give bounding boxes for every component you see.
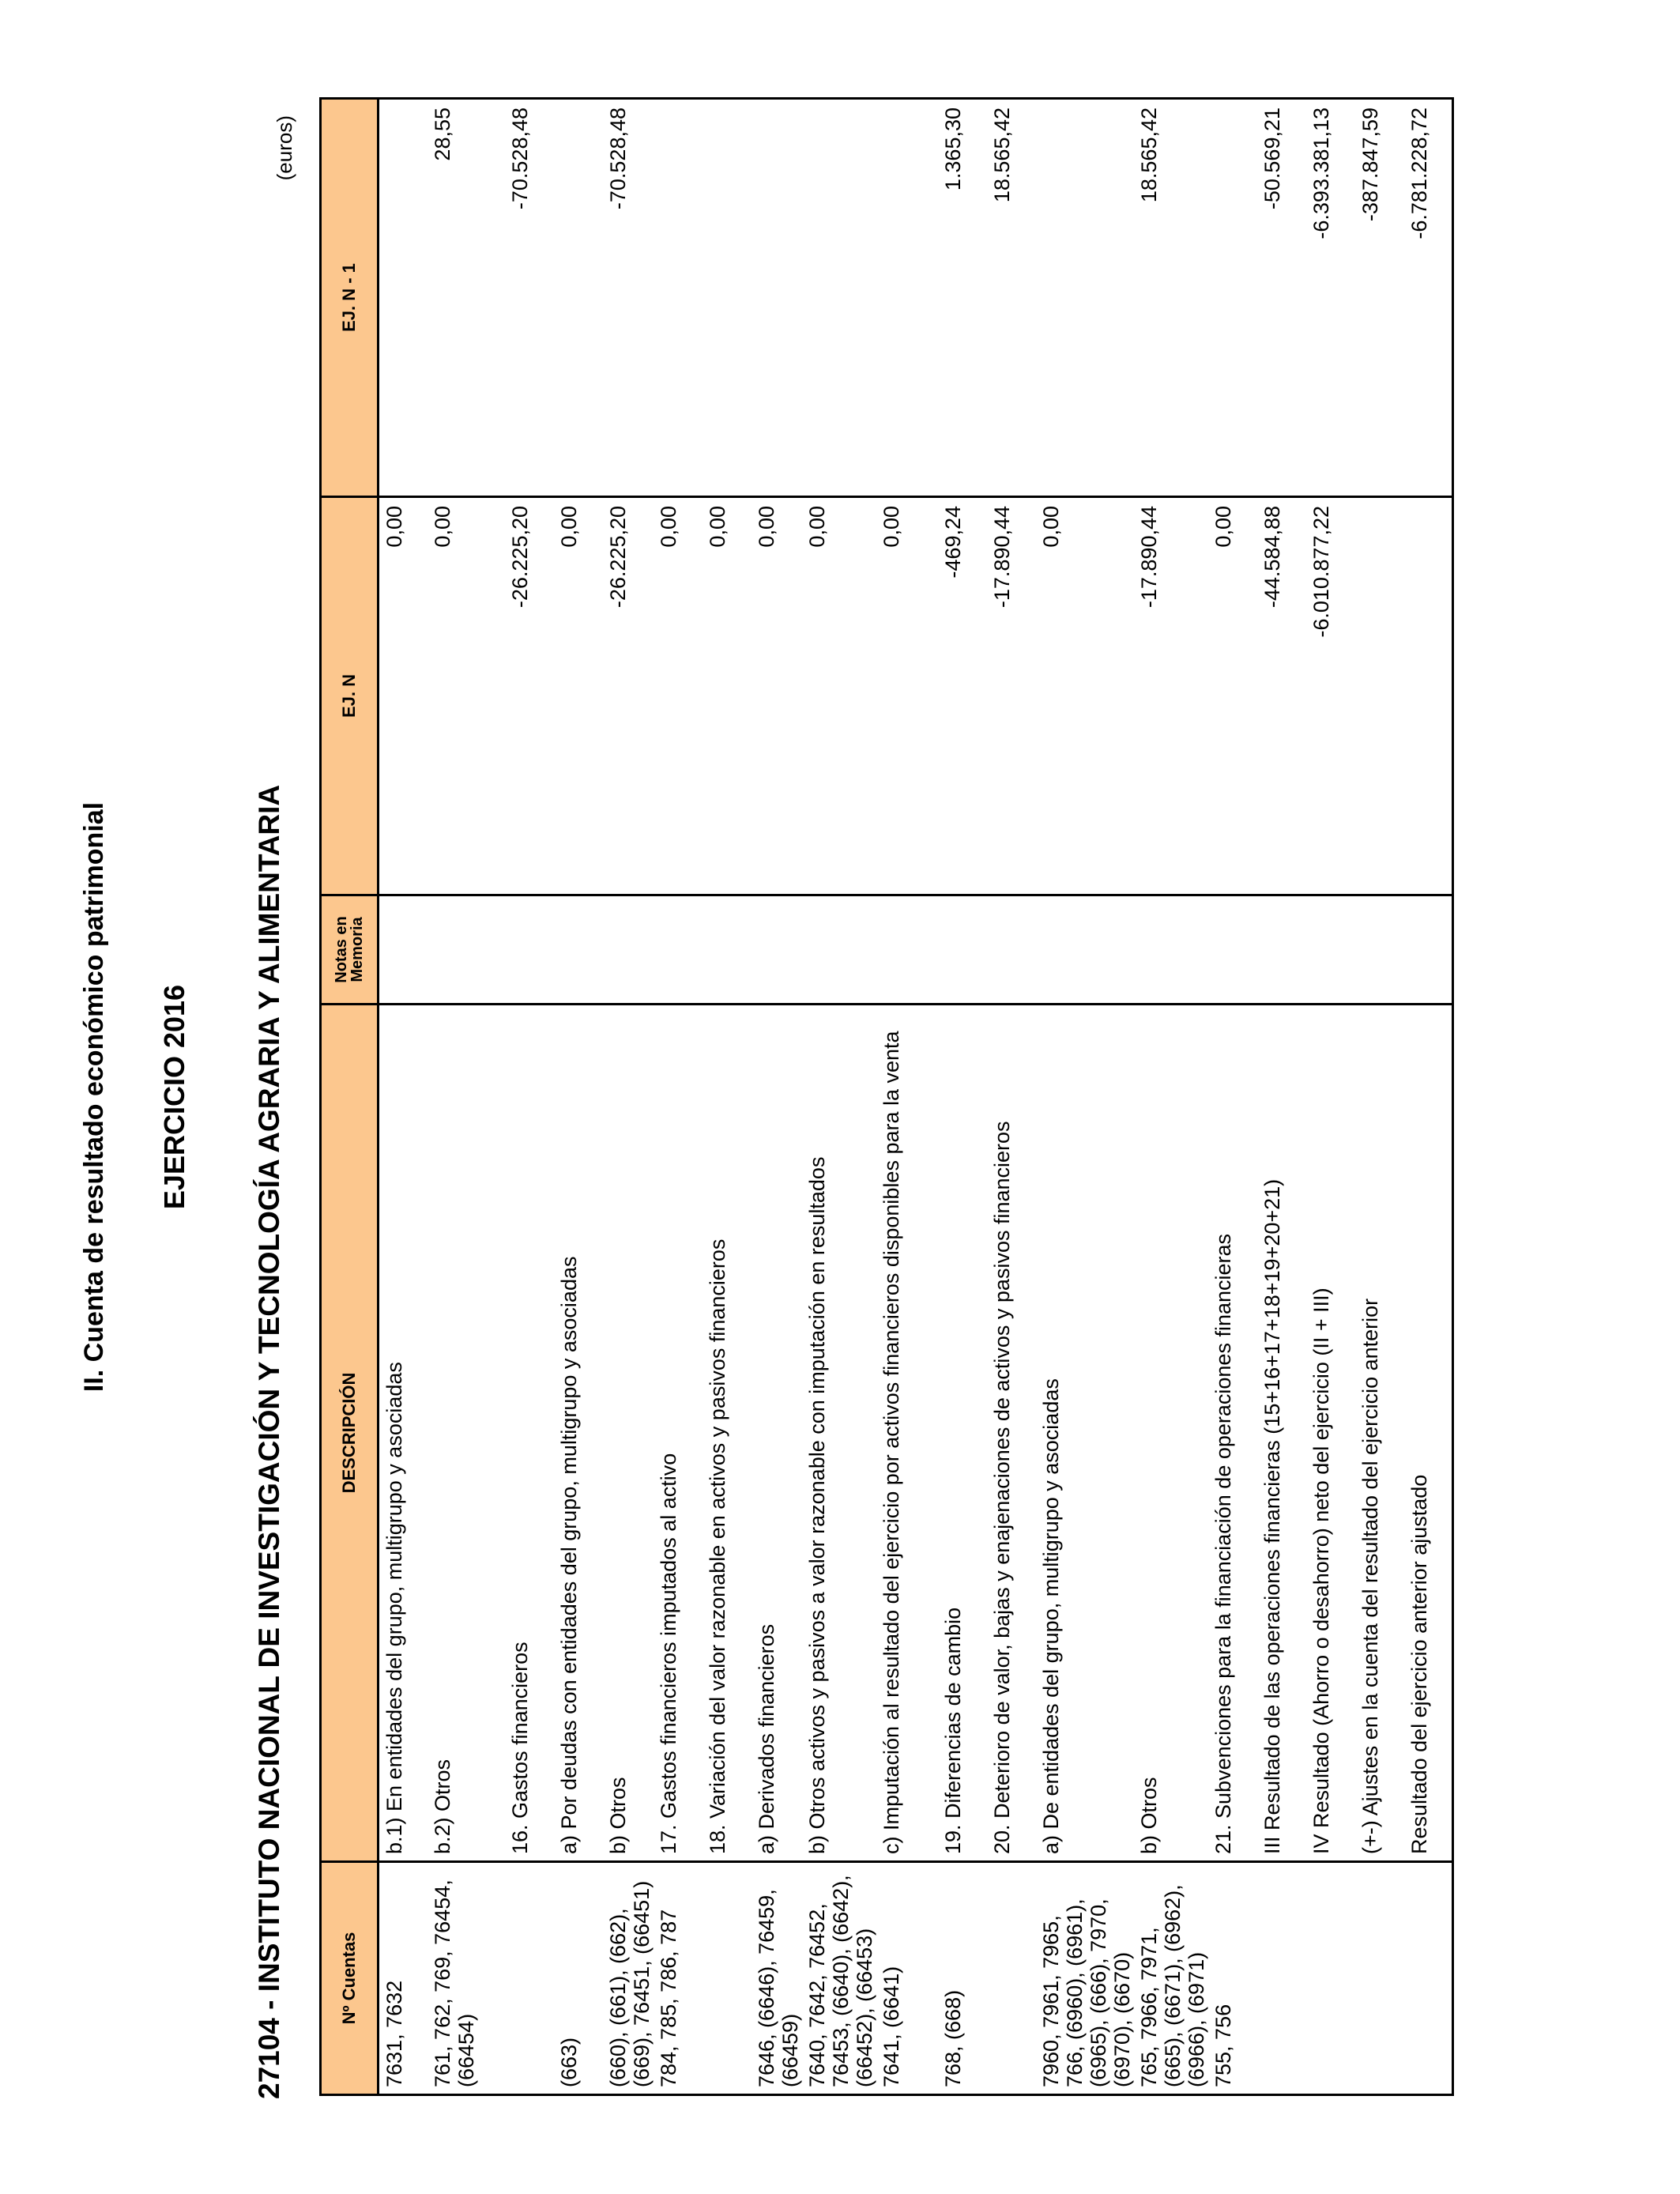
cell-ej-n1: -387.847,59: [1355, 99, 1404, 497]
column-header-notes: Notas en Memoria: [321, 895, 379, 1005]
cell-ej-n1: [802, 99, 876, 497]
entity-heading: 27104 - INSTITUTO NACIONAL DE INVESTIGACIÓN Y TECNOLOGÍA AGRARIA Y ALIMENTARIA: [253, 784, 285, 2099]
cell-ej-n1: [703, 99, 751, 497]
cell-ej-n1: [654, 99, 703, 497]
cell-notes: [1257, 895, 1306, 1005]
cell-accounts: (663): [554, 1862, 603, 2095]
table-row: [603, 99, 654, 2095]
table-row: [1208, 99, 1257, 2095]
cell-accounts: 7640, 7642, 76452, 76453, (6640), (6642), (66452), (66453): [802, 1862, 876, 2095]
table-row: [1134, 99, 1208, 2095]
cell-ej-n1: -50.569,21: [1257, 99, 1306, 497]
table-row: [987, 99, 1036, 2095]
cell-notes: [1036, 895, 1134, 1005]
cell-notes: [876, 895, 938, 1005]
cell-ej-n: 0,00: [554, 497, 603, 895]
cell-ej-n1: -70.528,48: [505, 99, 554, 497]
document-title: II. Cuenta de resultado económico patrimonial: [79, 801, 109, 1393]
table-row: [1257, 99, 1306, 2095]
cell-ej-n: -17.890,44: [1134, 497, 1208, 895]
table-header-row: [321, 99, 379, 2095]
table-row: [1404, 99, 1453, 2095]
cell-accounts: (660), (661), (662), (669), 76451, (66451): [603, 1862, 654, 2095]
cell-description: 17. Gastos financieros imputados al activo: [654, 1005, 703, 1862]
cell-notes: [938, 895, 987, 1005]
table-row: [938, 99, 987, 2095]
cell-description: c) Imputación al resultado del ejercicio por activos financieros disponibles para la venta: [876, 1005, 938, 1862]
cell-ej-n1: 18.565,42: [987, 99, 1036, 497]
cell-ej-n1: -70.528,48: [603, 99, 654, 497]
cell-ej-n: 0,00: [654, 497, 703, 895]
cell-description: III Resultado de las operaciones financieras (15+16+17+18+19+20+21): [1257, 1005, 1306, 1862]
cell-ej-n1: [554, 99, 603, 497]
cell-ej-n1: -6.781.228,72: [1404, 99, 1453, 497]
income-statement-table: [319, 97, 1454, 2096]
cell-ej-n: 0,00: [379, 497, 428, 895]
cell-accounts: 7641, (6641): [876, 1862, 938, 2095]
cell-ej-n: -6.010.877,22: [1306, 497, 1355, 895]
cell-ej-n1: [379, 99, 428, 497]
cell-accounts: 784, 785, 786, 787: [654, 1862, 703, 2095]
currency-units: (euros): [273, 115, 296, 181]
table-row: [379, 99, 428, 2095]
cell-notes: [554, 895, 603, 1005]
cell-notes: [654, 895, 703, 1005]
cell-notes: [751, 895, 802, 1005]
cell-description: 18. Variación del valor razonable en activos y pasivos financieros: [703, 1005, 751, 1862]
column-header-description: DESCRIPCIÓN: [321, 1005, 379, 1862]
cell-description: 21. Subvenciones para la financiación de operaciones financieras: [1208, 1005, 1257, 1862]
cell-ej-n: -26.225,20: [603, 497, 654, 895]
cell-ej-n1: 1.365,30: [938, 99, 987, 497]
table-body: [379, 99, 1453, 2095]
cell-accounts: 7646, (6646), 76459, (66459): [751, 1862, 802, 2095]
cell-description: 20. Deterioro de valor, bajas y enajenaciones de activos y pasivos financieros: [987, 1005, 1036, 1862]
cell-notes: [1208, 895, 1257, 1005]
cell-description: 16. Gastos financieros: [505, 1005, 554, 1862]
cell-accounts: [1355, 1862, 1404, 2095]
cell-description: b) Otros activos y pasivos a valor razonable con imputación en resultados: [802, 1005, 876, 1862]
column-header-accounts: Nº Cuentas: [321, 1862, 379, 2095]
table-row: [876, 99, 938, 2095]
cell-description: a) Derivados financieros: [751, 1005, 802, 1862]
table-row: [1036, 99, 1134, 2095]
cell-notes: [379, 895, 428, 1005]
cell-notes: [987, 895, 1036, 1005]
cell-description: a) Por deudas con entidades del grupo, multigrupo y asociadas: [554, 1005, 603, 1862]
cell-ej-n: [1355, 497, 1404, 895]
cell-ej-n: 0,00: [802, 497, 876, 895]
cell-notes: [1355, 895, 1404, 1005]
cell-ej-n: 0,00: [1036, 497, 1134, 895]
cell-ej-n: [1404, 497, 1453, 895]
column-header-ej-n1: EJ. N - 1: [321, 99, 379, 497]
cell-accounts: [505, 1862, 554, 2095]
cell-notes: [1404, 895, 1453, 1005]
cell-description: 19. Diferencias de cambio: [938, 1005, 987, 1862]
column-header-ej-n: EJ. N: [321, 497, 379, 895]
cell-notes: [603, 895, 654, 1005]
cell-accounts: [1257, 1862, 1306, 2095]
cell-description: Resultado del ejercicio anterior ajustado: [1404, 1005, 1453, 1862]
cell-ej-n: 0,00: [1208, 497, 1257, 895]
cell-description: b) Otros: [603, 1005, 654, 1862]
table-row: [1306, 99, 1355, 2095]
cell-ej-n: -44.584,88: [1257, 497, 1306, 895]
table-row: [505, 99, 554, 2095]
cell-description: a) De entidades del grupo, multigrupo y asociadas: [1036, 1005, 1134, 1862]
cell-description: b) Otros: [1134, 1005, 1208, 1862]
cell-accounts: [987, 1862, 1036, 2095]
cell-description: b.2) Otros: [428, 1005, 505, 1862]
cell-accounts: [1306, 1862, 1355, 2095]
cell-accounts: [1404, 1862, 1453, 2095]
cell-accounts: 7960, 7961, 7965, 766, (6960), (6961), (6965), (666), 7970, (6970), (6670): [1036, 1862, 1134, 2095]
table-row: [703, 99, 751, 2095]
cell-ej-n: 0,00: [428, 497, 505, 895]
cell-ej-n1: -6.393.381,13: [1306, 99, 1355, 497]
table-row: [554, 99, 603, 2095]
cell-ej-n: -26.225,20: [505, 497, 554, 895]
cell-notes: [802, 895, 876, 1005]
cell-ej-n: -17.890,44: [987, 497, 1036, 895]
cell-notes: [505, 895, 554, 1005]
cell-notes: [428, 895, 505, 1005]
cell-description: (+-) Ajustes en la cuenta del resultado del ejercicio anterior: [1355, 1005, 1404, 1862]
cell-description: b.1) En entidades del grupo, multigrupo y asociadas: [379, 1005, 428, 1862]
cell-ej-n: 0,00: [876, 497, 938, 895]
cell-accounts: 761, 762, 769, 76454, (66454): [428, 1862, 505, 2095]
cell-ej-n1: 18.565,42: [1134, 99, 1208, 497]
cell-accounts: 765, 7966, 7971, (665), (6671), (6962), (6966), (6971): [1134, 1862, 1208, 2095]
fiscal-year-heading: EJERCICIO 2016: [158, 984, 190, 1210]
cell-ej-n1: [751, 99, 802, 497]
cell-notes: [1134, 895, 1208, 1005]
cell-ej-n: 0,00: [703, 497, 751, 895]
cell-accounts: [703, 1862, 751, 2095]
cell-ej-n1: 28,55: [428, 99, 505, 497]
table-row: [802, 99, 876, 2095]
table-row: [654, 99, 703, 2095]
cell-ej-n1: [876, 99, 938, 497]
cell-accounts: 755, 756: [1208, 1862, 1257, 2095]
cell-accounts: 768, (668): [938, 1862, 987, 2095]
cell-notes: [1306, 895, 1355, 1005]
cell-accounts: 7631, 7632: [379, 1862, 428, 2095]
cell-description: IV Resultado (Ahorro o desahorro) neto del ejercicio (II + III): [1306, 1005, 1355, 1862]
cell-notes: [703, 895, 751, 1005]
cell-ej-n1: [1036, 99, 1134, 497]
table-row: [751, 99, 802, 2095]
cell-ej-n: -469,24: [938, 497, 987, 895]
table-row: [428, 99, 505, 2095]
cell-ej-n: 0,00: [751, 497, 802, 895]
cell-ej-n1: [1208, 99, 1257, 497]
table-row: [1355, 99, 1404, 2095]
